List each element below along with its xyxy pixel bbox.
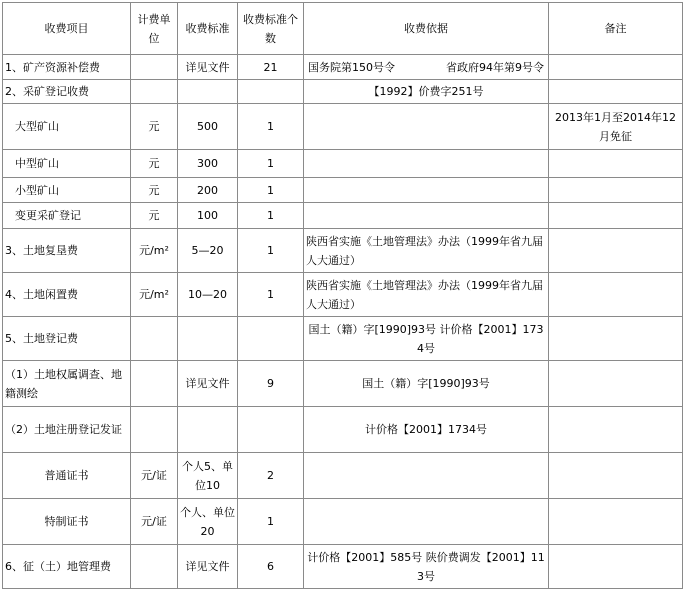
cell-basis — [304, 150, 549, 178]
cell-item: 2、采矿登记收费 — [3, 80, 131, 104]
cell-count: 1 — [238, 104, 304, 150]
cell-standard: 详见文件 — [178, 55, 238, 80]
cell-unit — [131, 55, 178, 80]
cell-count: 1 — [238, 178, 304, 203]
header-basis: 收费依据 — [304, 3, 549, 55]
cell-basis: 国土（籍）字[1990]93号 计价格【2001】1734号 — [304, 317, 549, 361]
header-unit: 计费单位 — [131, 3, 178, 55]
cell-standard: 详见文件 — [178, 545, 238, 589]
cell-unit: 元 — [131, 178, 178, 203]
cell-unit: 元/证 — [131, 453, 178, 499]
cell-item: （1）土地权属调查、地籍测绘 — [3, 361, 131, 407]
cell-unit: 元 — [131, 104, 178, 150]
cell-basis: 国土（籍）字[1990]93号 — [304, 361, 549, 407]
cell-basis: 陕西省实施《土地管理法》办法（1999年省九届人大通过） — [304, 273, 549, 317]
cell-unit — [131, 317, 178, 361]
cell-basis — [304, 178, 549, 203]
cell-standard: 个人5、单位10 — [178, 453, 238, 499]
cell-count — [238, 80, 304, 104]
table-row — [3, 499, 683, 545]
cell-unit — [131, 361, 178, 407]
cell-standard: 100 — [178, 203, 238, 229]
cell-basis — [304, 104, 549, 150]
cell-unit: 元/m² — [131, 229, 178, 273]
table-row — [3, 453, 683, 499]
cell-unit — [131, 407, 178, 453]
cell-unit — [131, 80, 178, 104]
table-row — [3, 80, 683, 104]
cell-basis — [304, 55, 549, 80]
table-row — [3, 55, 683, 80]
header-count: 收费标准个数 — [238, 3, 304, 55]
cell-unit: 元/m² — [131, 273, 178, 317]
cell-item: 中型矿山 — [3, 150, 131, 178]
table-row — [3, 317, 683, 361]
basis-part-a: 国务院第150号令 — [308, 60, 395, 74]
table-row — [3, 203, 683, 229]
table-row — [3, 273, 683, 317]
cell-remark — [549, 80, 683, 104]
cell-count: 21 — [238, 55, 304, 80]
cell-count — [238, 407, 304, 453]
cell-count: 1 — [238, 150, 304, 178]
table-row — [3, 407, 683, 453]
cell-standard: 个人、单位20 — [178, 499, 238, 545]
cell-standard — [178, 317, 238, 361]
cell-count: 2 — [238, 453, 304, 499]
cell-item: 3、土地复垦费 — [3, 229, 131, 273]
cell-count: 1 — [238, 499, 304, 545]
cell-standard: 500 — [178, 104, 238, 150]
header-row — [3, 3, 683, 55]
cell-item: 特制证书 — [3, 499, 131, 545]
cell-count — [238, 317, 304, 361]
cell-basis: 陕西省实施《土地管理法》办法（1999年省九届人大通过） — [304, 229, 549, 273]
table-row — [3, 104, 683, 150]
cell-remark: 2013年1月至2014年12月免征 — [549, 104, 683, 150]
cell-remark — [549, 499, 683, 545]
cell-item: 小型矿山 — [3, 178, 131, 203]
cell-remark — [549, 453, 683, 499]
cell-count: 1 — [238, 229, 304, 273]
cell-remark — [549, 55, 683, 80]
cell-count: 9 — [238, 361, 304, 407]
table-row — [3, 150, 683, 178]
cell-basis: 计价格【2001】585号 陕价费调发【2001】113号 — [304, 545, 549, 589]
cell-standard — [178, 407, 238, 453]
cell-standard: 300 — [178, 150, 238, 178]
cell-item: 大型矿山 — [3, 104, 131, 150]
cell-basis — [304, 203, 549, 229]
cell-basis — [304, 453, 549, 499]
cell-remark — [549, 407, 683, 453]
cell-remark — [549, 273, 683, 317]
header-standard: 收费标准 — [178, 3, 238, 55]
cell-remark — [549, 178, 683, 203]
cell-remark — [549, 317, 683, 361]
cell-remark — [549, 203, 683, 229]
cell-count: 1 — [238, 203, 304, 229]
cell-item: 4、土地闲置费 — [3, 273, 131, 317]
header-remark: 备注 — [549, 3, 683, 55]
cell-unit — [131, 545, 178, 589]
table-row — [3, 545, 683, 589]
cell-remark — [549, 229, 683, 273]
cell-item: 1、矿产资源补偿费 — [3, 55, 131, 80]
header-item: 收费项目 — [3, 3, 131, 55]
cell-basis: 【1992】价费字251号 — [304, 80, 549, 104]
cell-item: 6、征（土）地管理费 — [3, 545, 131, 589]
cell-basis: 计价格【2001】1734号 — [304, 407, 549, 453]
cell-item: 5、土地登记费 — [3, 317, 131, 361]
cell-unit: 元/证 — [131, 499, 178, 545]
basis-part-b: 省政府94年第9号令 — [446, 60, 544, 74]
cell-item: （2）土地注册登记发证 — [3, 407, 131, 453]
cell-standard: 详见文件 — [178, 361, 238, 407]
cell-standard: 5—20 — [178, 229, 238, 273]
cell-item: 普通证书 — [3, 453, 131, 499]
table-row — [3, 178, 683, 203]
cell-unit: 元 — [131, 203, 178, 229]
table-row — [3, 229, 683, 273]
table-row — [3, 361, 683, 407]
cell-unit: 元 — [131, 150, 178, 178]
cell-count: 6 — [238, 545, 304, 589]
cell-standard — [178, 80, 238, 104]
cell-remark — [549, 361, 683, 407]
cell-standard: 200 — [178, 178, 238, 203]
cell-standard: 10—20 — [178, 273, 238, 317]
cell-basis — [304, 499, 549, 545]
fee-table — [2, 2, 683, 589]
cell-count: 1 — [238, 273, 304, 317]
cell-remark — [549, 150, 683, 178]
cell-item: 变更采矿登记 — [3, 203, 131, 229]
cell-remark — [549, 545, 683, 589]
